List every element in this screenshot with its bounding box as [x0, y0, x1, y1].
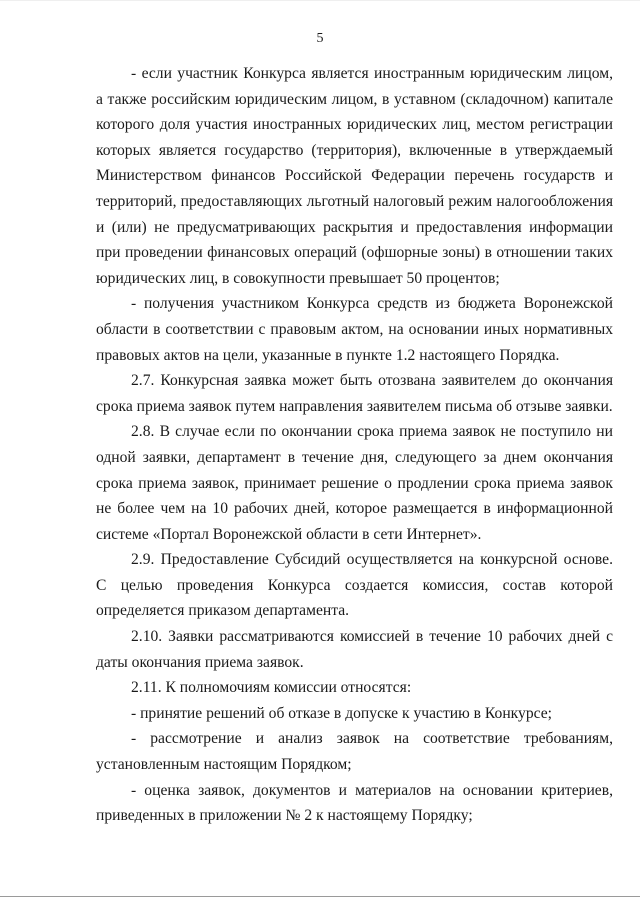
list-item-evaluate-applications: - оценка заявок, документов и материалов на основании критериев, приведенных в приложении № 2 к настоящему Порядку;	[96, 781, 613, 825]
paragraph-2-7: 2.7. Конкурсная заявка может быть отозвана заявителем до окончания срока приема заявок путем направления заявителем письма об отзыве заявки.	[96, 372, 613, 415]
paragraph-2-10: 2.10. Заявки рассматриваются комиссией в течение 10 рабочих дней с даты окончания приема заявок.	[96, 628, 613, 671]
list-item-review-applications: - рассмотрение и анализ заявок на соответствие требованиям, установленным настоящим Порядком;	[96, 730, 613, 774]
scan-edge-top	[0, 0, 640, 1]
body-text	[96, 61, 613, 829]
paragraph-2-8: 2.8. В случае если по окончании срока приема заявок не поступило ни одной заявки, департамент в течение дня, следующего за днем окончания срока приема заявок, принимает решение о продлении срока приема заявок не более чем на 10 рабочих дней, которое размещается в информационной системе «Портал Воронежской области в сети Интернет».	[96, 423, 613, 543]
list-item-refusal-decisions: - принятие решений об отказе в допуске к участию в Конкурсе;	[131, 704, 553, 722]
paragraph-budget-funds-condition: - получения участником Конкурса средств из бюджета Воронежской области в соответствии с правовым актом, на основании иных нормативных правовых актов на цели, указанные в пункте 1.2 настоящего Порядка.	[96, 295, 613, 364]
paragraph-2-9: 2.9. Предоставление Субсидий осуществляется на конкурсной основе. С целью проведения Конкурса создается комиссия, состав которой определяется приказом департамента.	[96, 551, 613, 620]
scan-edge-bottom	[0, 896, 640, 897]
paragraph-offshore-condition: - если участник Конкурса является иностранным юридическим лицом, а также российским юридическим лицом, в уставном (складочном) капитале которого доля участия иностранных юридических лиц, местом регистрации которых является государство (территория), включенные в утверждаемый Министерством финансов Российской Федерации перечень государств и территорий, предоставляющих льготный налоговый режим налогообложения и (или) не предусматривающих раскрытия и предоставления информации при проведении финансовых операций (офшорные зоны) в отношении таких юридических лиц, в совокупности превышает 50 процентов;	[96, 65, 613, 287]
paragraph-2-11: 2.11. К полномочиям комиссии относятся:	[131, 679, 412, 697]
page-number: 5	[316, 31, 324, 46]
